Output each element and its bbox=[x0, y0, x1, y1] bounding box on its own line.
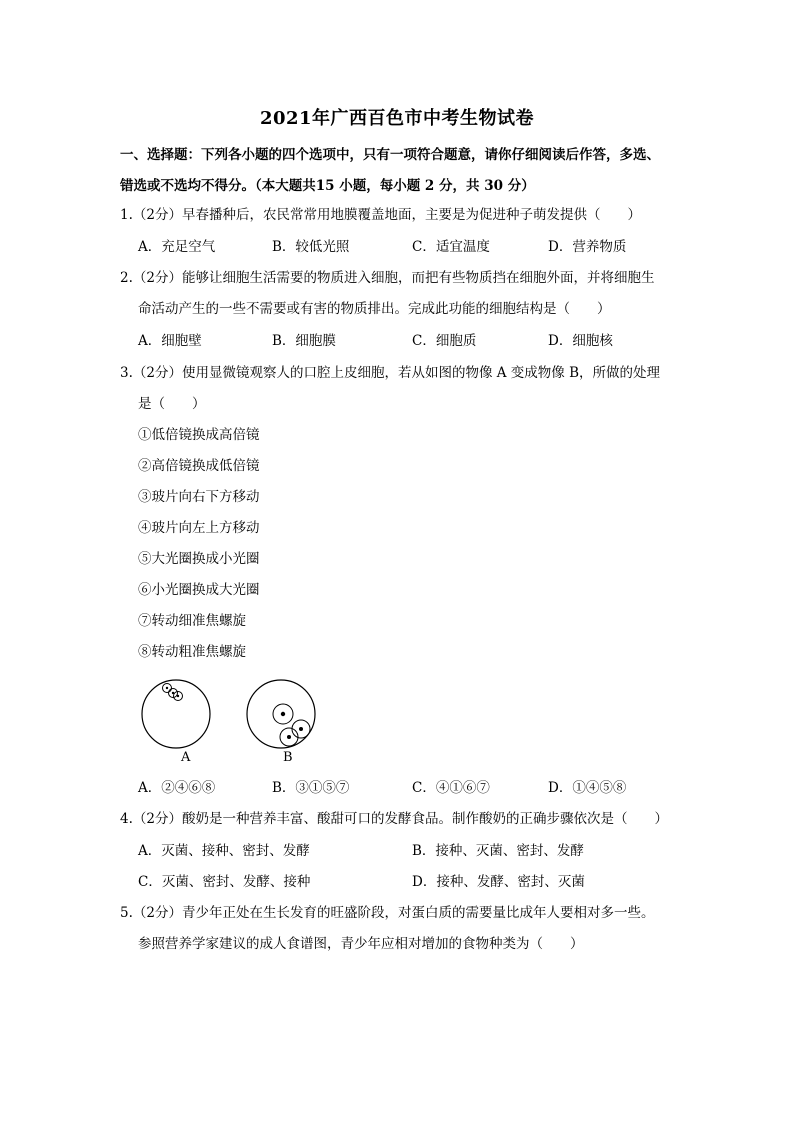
question-4-text: 4.（2分）酸奶是一种营养丰富、酸甜可口的发酵食品。制作酸奶的正确步骤依次是（ ） bbox=[120, 811, 668, 827]
question-3-step-4: ④玻片向左上方移动 bbox=[138, 520, 260, 536]
question-3-step-7: ⑦转动细准焦螺旋 bbox=[138, 613, 246, 629]
figure-label-a: A bbox=[181, 750, 191, 765]
question-3-step-8: ⑧转动粗准焦螺旋 bbox=[138, 644, 246, 660]
microscope-field-svg bbox=[136, 674, 336, 770]
cell-b-2-nucleus bbox=[299, 727, 303, 731]
question-2-text-line2: 命活动产生的一些不需要或有害的物质排出。完成此功能的细胞结构是（ ） bbox=[138, 301, 611, 317]
question-1-option-d: D．营养物质 bbox=[548, 239, 627, 255]
question-1-option-a: A．充足空气 bbox=[138, 239, 216, 255]
cell-a-3-nucleus bbox=[177, 695, 179, 697]
question-3-step-1: ①低倍镜换成高倍镜 bbox=[138, 427, 260, 443]
question-3-text-line2: 是（ ） bbox=[138, 396, 206, 412]
question-5-text-line2: 参照营养学家建议的成人食谱图，青少年应相对增加的食物种类为（ ） bbox=[138, 936, 584, 952]
question-2-option-c: C．细胞质 bbox=[412, 333, 477, 349]
question-3-step-2: ②高倍镜换成低倍镜 bbox=[138, 458, 260, 474]
page-title: 2021年广西百色市中考生物试卷 bbox=[259, 108, 535, 129]
question-4-option-b: B．接种、灭菌、密封、发酵 bbox=[412, 843, 584, 859]
question-3-step-5: ⑤大光圈换成小光圈 bbox=[138, 551, 260, 567]
cell-a-1-nucleus bbox=[166, 687, 168, 689]
microscope-field-figure bbox=[136, 674, 336, 770]
question-3-step-6: ⑥小光圈换成大光圈 bbox=[138, 582, 260, 598]
question-2-option-d: D．细胞核 bbox=[548, 333, 613, 349]
section-heading-line2: 错选或不选均不得分。（本大题共15 小题，每小题 2 分，共 30 分） bbox=[120, 178, 535, 194]
question-5-text-line1: 5.（2分）青少年正处在生长发育的旺盛阶段，对蛋白质的需要量比成年人要相对多一些。 bbox=[120, 905, 655, 921]
question-1-option-b: B．较低光照 bbox=[272, 239, 350, 255]
question-2-option-b: B．细胞膜 bbox=[272, 333, 336, 349]
figure-label-b: B bbox=[283, 750, 293, 765]
question-3-option-b: B．③①⑤⑦ bbox=[272, 780, 350, 796]
question-3-text-line1: 3.（2分）使用显微镜观察人的口腔上皮细胞，若从如图的物像 A 变成物像 B，所做的处理 bbox=[120, 365, 661, 381]
question-4-option-a: A．灭菌、接种、密封、发酵 bbox=[138, 843, 310, 859]
question-3-step-3: ③玻片向右下方移动 bbox=[138, 489, 260, 505]
question-2-option-a: A．细胞壁 bbox=[138, 333, 202, 349]
question-4-option-d: D．接种、发酵、密封、灭菌 bbox=[412, 874, 585, 890]
question-3-option-c: C．④①⑥⑦ bbox=[412, 780, 490, 796]
question-1-option-c: C．适宜温度 bbox=[412, 239, 490, 255]
cell-b-3-nucleus bbox=[287, 735, 291, 739]
cell-b-1-nucleus bbox=[281, 712, 285, 716]
section-heading-line1: 一、选择题：下列各小题的四个选项中，只有一项符合题意，请你仔细阅读后作答，多选、 bbox=[120, 147, 660, 163]
question-1-text: 1.（2分）早春播种后，农民常常用地膜覆盖地面，主要是为促进种子萌发提供（ ） bbox=[120, 207, 641, 223]
question-3-option-a: A．②④⑥⑧ bbox=[138, 780, 216, 796]
question-4-option-c: C．灭菌、密封、发酵、接种 bbox=[138, 874, 311, 890]
question-2-text-line1: 2.（2分）能够让细胞生活需要的物质进入细胞，而把有些物质挡在细胞外面，并将细胞生 bbox=[120, 270, 655, 286]
question-3-option-d: D．①④⑤⑧ bbox=[548, 780, 627, 796]
